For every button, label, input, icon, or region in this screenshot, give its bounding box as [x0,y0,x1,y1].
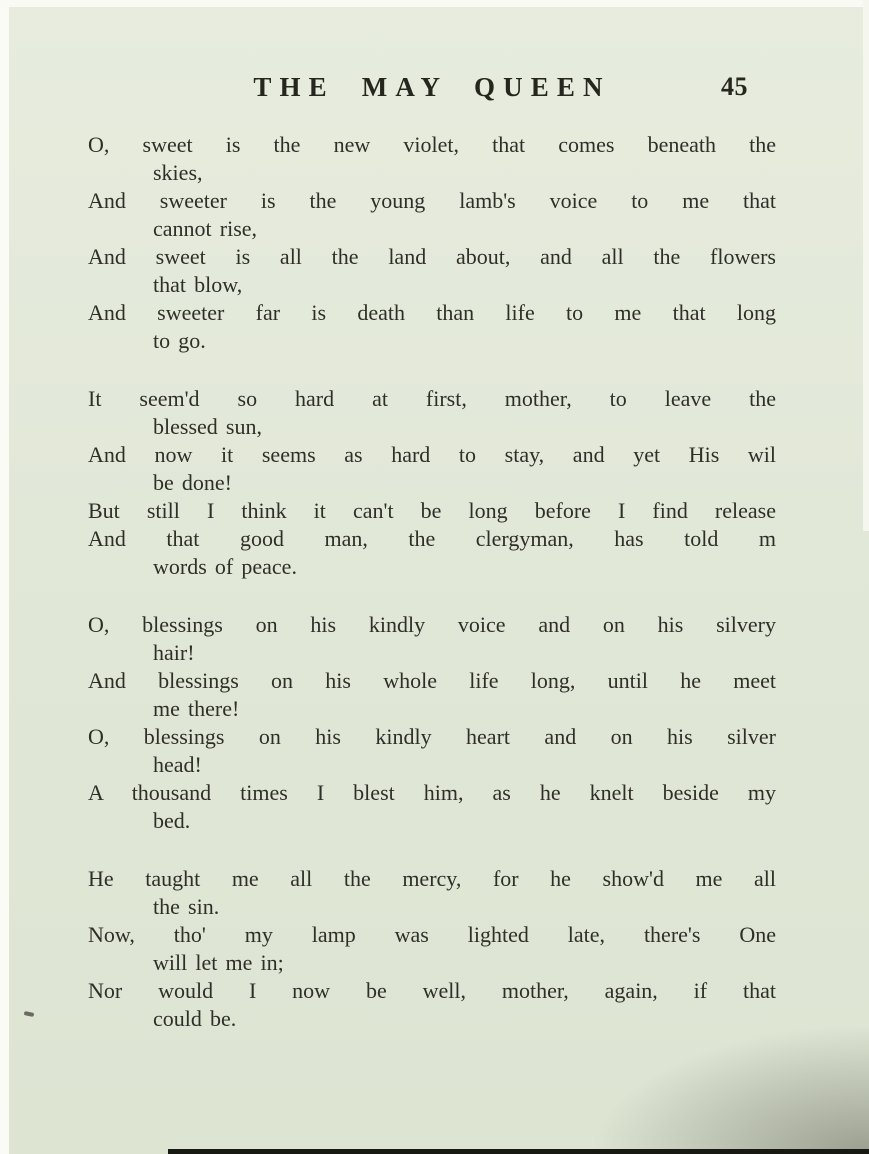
poem-line: And now it seems as hard to stay, and yet His wil [88,442,776,467]
poem-line-continuation: words of peace. [153,554,297,579]
poem-line: And sweeter is the young lamb's voice to me that [88,188,776,213]
scan-edge-right [863,0,869,531]
stanza [88,131,776,355]
poem-line-continuation: the sin. [153,894,220,919]
poem-line-continuation: could be. [153,1006,237,1031]
poem-line: O, blessings on his kindly heart and on his silver [88,724,776,749]
poem-line-continuation: head! [153,752,202,777]
poem-line: He taught me all the mercy, for he show'd me all [88,866,776,891]
stanza [88,611,776,835]
poem-line-continuation: bed. [153,808,191,833]
page-title: THE MAY QUEEN [253,72,611,102]
poem-line: Now, tho' my lamp was lighted late, there's One [88,922,776,947]
poem-body [88,131,776,1033]
page-header [88,72,776,103]
poem-line-continuation: will let me in; [153,950,284,975]
scan-bottom-edge [168,1149,869,1154]
poem-line: And that good man, the clergyman, has told m [88,526,776,551]
poem-line: Nor would I now be well, mother, again, if that [88,978,776,1003]
poem-line: And blessings on his whole life long, until he meet [88,668,776,693]
poem-line: O, blessings on his kindly voice and on his silvery [88,612,776,637]
poem-line: And sweeter far is death than life to me that long [88,300,776,325]
poem-line: O, sweet is the new violet, that comes beneath the [88,132,776,157]
poem-line-continuation: hair! [153,640,195,665]
scan-edge-left [0,0,9,1154]
stanza [88,865,776,1033]
scan-corner-shadow [589,1024,869,1154]
poem-line-continuation: cannot rise, [153,216,258,241]
poem-line-continuation: be done! [153,470,232,495]
poem-line-continuation: me there! [153,696,240,721]
poem-line: But still I think it can't be long before I find release [88,498,776,523]
poem-line-continuation: skies, [153,160,203,185]
scan-speck [24,1011,35,1017]
poem-line-continuation: to go. [153,328,206,353]
poem-line: And sweet is all the land about, and all the flowers [88,244,776,269]
poem-line-continuation: blessed sun, [153,414,262,439]
poem-line-continuation: that blow, [153,272,243,297]
stanza [88,385,776,581]
poem-line: It seem'd so hard at first, mother, to leave the [88,386,776,411]
scan-edge-top [0,0,869,7]
page-number: 45 [720,72,748,101]
poem-line: A thousand times I blest him, as he knelt beside my [88,780,776,805]
